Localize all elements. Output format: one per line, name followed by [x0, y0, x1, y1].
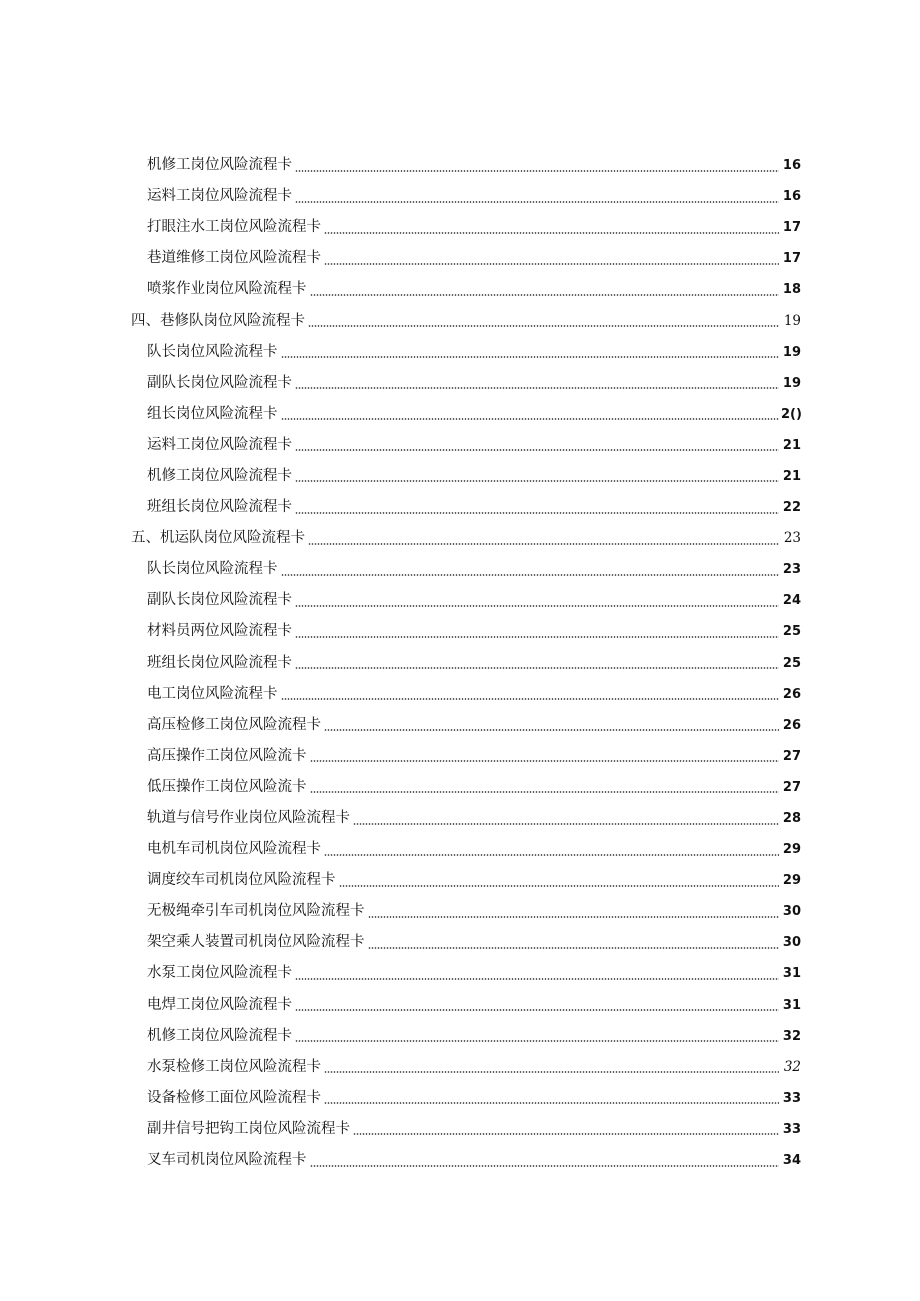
- toc-entry-label: 副队长岗位风险流程卡: [147, 374, 292, 391]
- toc-page-number: 29: [782, 873, 801, 889]
- toc-dot-leader: [295, 449, 779, 451]
- toc-entry-label: 组长岗位风险流程卡: [147, 405, 278, 422]
- toc-page-number: 19: [783, 312, 801, 329]
- toc-entry-label: 高压检修工岗位风险流程卡: [147, 716, 321, 733]
- toc-dot-leader: [295, 480, 779, 482]
- toc-page-number: 24: [782, 593, 801, 609]
- toc-entry-label: 班组长岗位风险流程卡: [147, 499, 292, 516]
- toc-dot-leader: [295, 667, 779, 669]
- toc-entry[interactable]: [0, 399, 920, 430]
- toc-page-number: 29: [782, 842, 801, 858]
- toc-entry-label: 机修工岗位风险流程卡: [147, 1027, 292, 1044]
- toc-dot-leader: [295, 170, 779, 172]
- toc-entry[interactable]: [0, 1052, 920, 1083]
- toc-entry-label: 班组长岗位风险流程卡: [147, 654, 292, 671]
- toc-entry[interactable]: [0, 958, 920, 989]
- toc-entry-label: 电机车司机岗位风险流程卡: [147, 841, 321, 858]
- toc-page-number: 31: [782, 997, 801, 1013]
- toc-dot-leader: [339, 885, 780, 887]
- toc-page-number: 2(): [781, 406, 802, 422]
- toc-entry-label: 副井信号把钩工岗位风险流程卡: [147, 1120, 350, 1137]
- toc-entry[interactable]: [0, 274, 920, 305]
- toc-page-number: 26: [782, 686, 801, 702]
- toc-dot-leader: [281, 418, 780, 420]
- toc-section-entry[interactable]: [0, 305, 920, 336]
- toc-dot-leader: [308, 543, 779, 545]
- toc-entry[interactable]: [0, 243, 920, 274]
- toc-dot-leader: [353, 823, 779, 825]
- toc-dot-leader: [281, 698, 780, 700]
- toc-entry[interactable]: [0, 337, 920, 368]
- toc-entry[interactable]: [0, 492, 920, 523]
- toc-page-number: 17: [782, 251, 801, 267]
- toc-entry-label: 运料工岗位风险流程卡: [147, 436, 292, 453]
- toc-entry[interactable]: [0, 1114, 920, 1145]
- toc-dot-leader: [295, 201, 779, 203]
- toc-page-number: 33: [782, 1121, 801, 1137]
- toc-entry-label: 水泵工岗位风险流程卡: [147, 965, 292, 982]
- toc-page-number: 25: [782, 624, 801, 640]
- toc-entry-label: 高压操作工岗位风险流卡: [147, 747, 307, 764]
- toc-entry-label: 机修工岗位风险流程卡: [147, 467, 292, 484]
- toc-dot-leader: [368, 916, 780, 918]
- toc-entry[interactable]: [0, 772, 920, 803]
- toc-entry-label: 五、机运队岗位风险流程卡: [131, 530, 305, 547]
- toc-entry[interactable]: [0, 741, 920, 772]
- table-of-contents: [0, 150, 920, 1176]
- toc-dot-leader: [324, 232, 779, 234]
- toc-page-number: 26: [782, 717, 801, 733]
- toc-page-number: 16: [782, 189, 801, 205]
- toc-entry-label: 低压操作工岗位风险流卡: [147, 778, 307, 795]
- toc-page-number: 21: [782, 437, 801, 453]
- toc-section-entry[interactable]: [0, 523, 920, 554]
- toc-dot-leader: [324, 1071, 779, 1073]
- toc-dot-leader: [310, 1165, 780, 1167]
- toc-entry-label: 架空乘人装置司机岗位风险流程卡: [147, 934, 365, 951]
- toc-entry-label: 队长岗位风险流程卡: [147, 561, 278, 578]
- toc-page-number: 19: [782, 344, 801, 360]
- toc-dot-leader: [310, 760, 780, 762]
- toc-page-number: 27: [782, 779, 801, 795]
- toc-entry[interactable]: [0, 927, 920, 958]
- toc-entry[interactable]: [0, 368, 920, 399]
- toc-page-number: 25: [782, 655, 801, 671]
- toc-entry-label: 叉车司机岗位风险流程卡: [147, 1152, 307, 1169]
- toc-entry-label: 机修工岗位风险流程卡: [147, 157, 292, 174]
- toc-entry[interactable]: [0, 803, 920, 834]
- toc-entry[interactable]: [0, 430, 920, 461]
- toc-page-number: 33: [782, 1090, 801, 1106]
- toc-dot-leader: [295, 1009, 779, 1011]
- toc-entry[interactable]: [0, 212, 920, 243]
- toc-dot-leader: [324, 1102, 779, 1104]
- toc-dot-leader: [310, 791, 780, 793]
- toc-page-number: 21: [782, 468, 801, 484]
- toc-entry-label: 材料员两位风险流程卡: [147, 623, 292, 640]
- toc-page-number: 18: [782, 282, 801, 298]
- toc-dot-leader: [308, 325, 779, 327]
- toc-page-number: 32: [782, 1028, 801, 1044]
- toc-entry[interactable]: [0, 150, 920, 181]
- toc-entry-label: 队长岗位风险流程卡: [147, 343, 278, 360]
- toc-entry[interactable]: [0, 990, 920, 1021]
- toc-entry-label: 调度绞车司机岗位风险流程卡: [147, 872, 336, 889]
- toc-dot-leader: [324, 729, 779, 731]
- toc-entry[interactable]: [0, 648, 920, 679]
- toc-dot-leader: [295, 636, 779, 638]
- toc-dot-leader: [295, 978, 779, 980]
- toc-entry-label: 水泵检修工岗位风险流程卡: [147, 1058, 321, 1075]
- toc-entry-label: 电工岗位风险流程卡: [147, 685, 278, 702]
- toc-entry[interactable]: [0, 710, 920, 741]
- toc-entry[interactable]: [0, 181, 920, 212]
- toc-dot-leader: [295, 387, 779, 389]
- toc-page-number: 32: [783, 1058, 801, 1075]
- toc-entry[interactable]: [0, 554, 920, 585]
- toc-entry[interactable]: [0, 865, 920, 896]
- toc-page-number: 23: [782, 562, 801, 578]
- toc-page-number: 27: [782, 748, 801, 764]
- toc-page-number: 31: [782, 966, 801, 982]
- toc-dot-leader: [295, 512, 779, 514]
- toc-dot-leader: [295, 1040, 779, 1042]
- toc-entry[interactable]: [0, 1083, 920, 1114]
- toc-entry[interactable]: [0, 1021, 920, 1052]
- toc-entry-label: 副队长岗位风险流程卡: [147, 592, 292, 609]
- toc-entry-label: 无极绳牵引车司机岗位风险流程卡: [147, 903, 365, 920]
- toc-entry[interactable]: [0, 896, 920, 927]
- toc-entry-label: 电焊工岗位风险流程卡: [147, 996, 292, 1013]
- toc-page-number: 22: [782, 500, 801, 516]
- toc-entry-label: 打眼注水工岗位风险流程卡: [147, 219, 321, 236]
- toc-entry-label: 巷道维修工岗位风险流程卡: [147, 250, 321, 267]
- toc-entry[interactable]: [0, 1145, 920, 1176]
- toc-page-number: 17: [782, 220, 801, 236]
- toc-entry-label: 喷浆作业岗位风险流程卡: [147, 281, 307, 298]
- toc-dot-leader: [281, 356, 780, 358]
- toc-entry-label: 轨道与信号作业岗位风险流程卡: [147, 810, 350, 827]
- toc-entry-label: 设备检修工面位风险流程卡: [147, 1089, 321, 1106]
- toc-entry[interactable]: [0, 585, 920, 616]
- toc-page-number: 34: [782, 1153, 801, 1169]
- toc-dot-leader: [281, 574, 780, 576]
- toc-page-number: 23: [783, 530, 801, 547]
- toc-entry-label: 四、巷修队岗位风险流程卡: [131, 312, 305, 329]
- toc-entry-label: 运料工岗位风险流程卡: [147, 188, 292, 205]
- toc-dot-leader: [353, 1133, 779, 1135]
- toc-entry[interactable]: [0, 461, 920, 492]
- toc-page-number: 16: [782, 158, 801, 174]
- toc-entry[interactable]: [0, 616, 920, 647]
- toc-page-number: 30: [782, 904, 801, 920]
- toc-dot-leader: [324, 854, 779, 856]
- toc-page-number: 30: [782, 935, 801, 951]
- toc-dot-leader: [324, 263, 779, 265]
- toc-dot-leader: [295, 605, 779, 607]
- toc-dot-leader: [368, 947, 780, 949]
- toc-entry[interactable]: [0, 834, 920, 865]
- toc-page-number: 28: [782, 811, 801, 827]
- toc-page-number: 19: [782, 375, 801, 391]
- toc-dot-leader: [310, 294, 780, 296]
- toc-entry[interactable]: [0, 679, 920, 710]
